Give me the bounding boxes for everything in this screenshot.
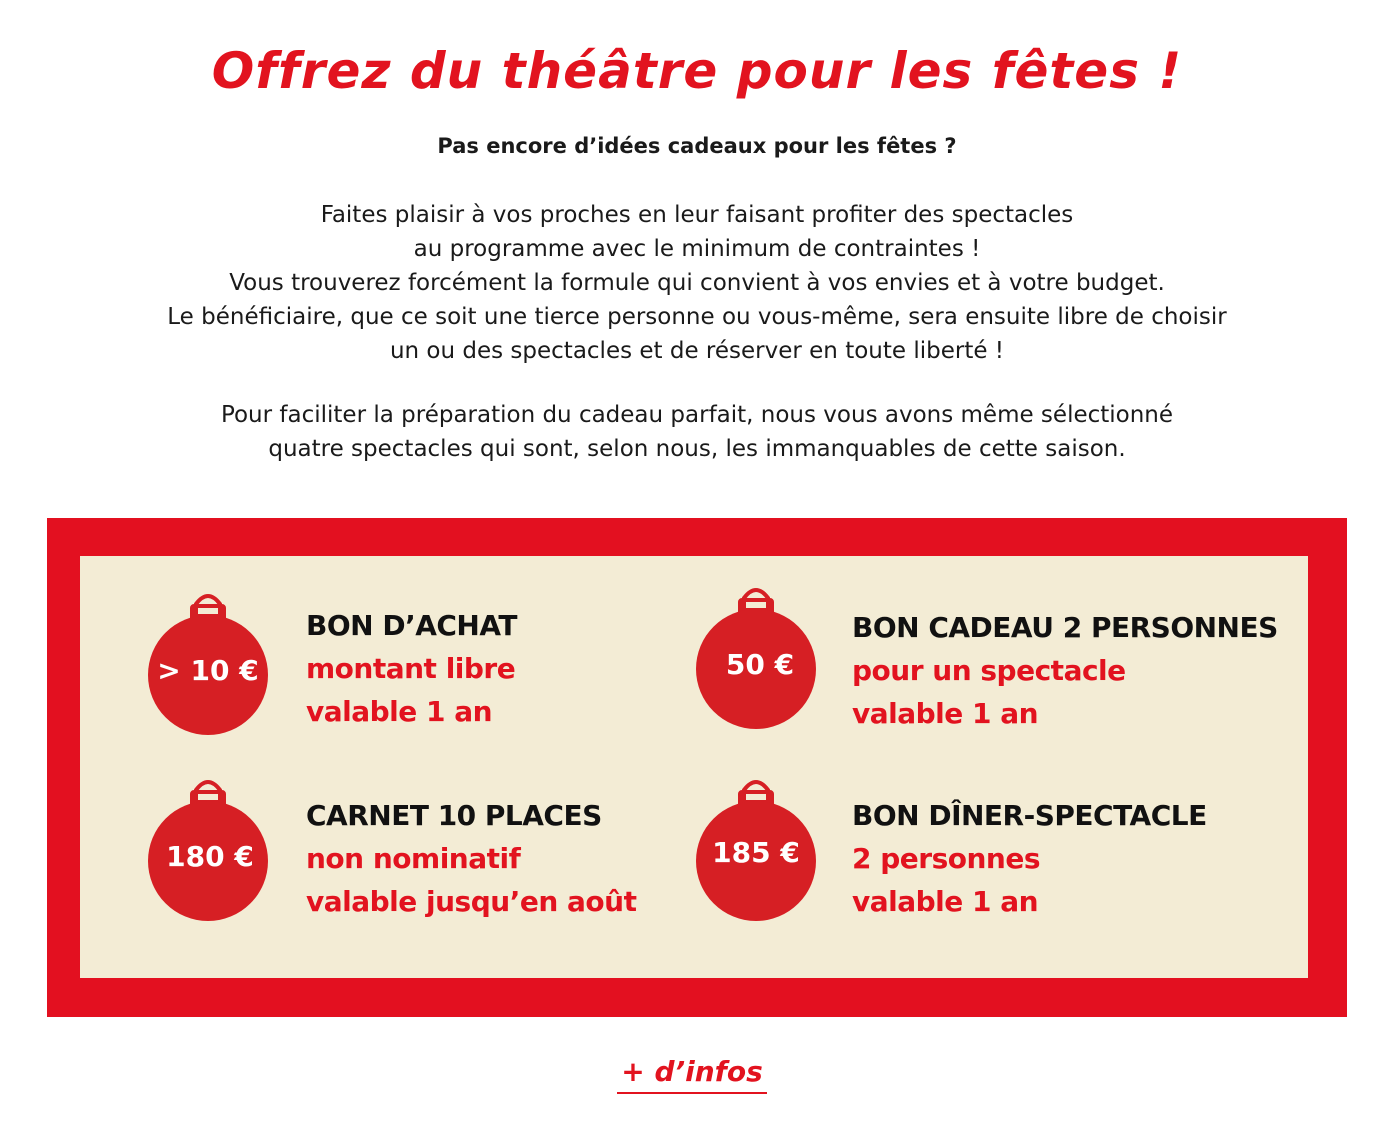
offer-name: CARNET 10 PLACES — [306, 799, 602, 832]
offer-validity: valable 1 an — [852, 885, 1039, 918]
page-title: Offrez du théâtre pour les fêtes ! — [211, 42, 1183, 100]
intro-line: au programme avec le minimum de contraintes ! — [413, 236, 981, 262]
offer-validity: valable jusqu’en août — [306, 885, 637, 918]
christmas-bauble-icon — [694, 578, 818, 728]
offer-price: 50 € — [725, 648, 795, 681]
offer-price: 180 € — [166, 840, 254, 873]
offers-frame — [47, 518, 1347, 1017]
intro-line: un ou des spectacles et de réserver en toute liberté ! — [389, 338, 1005, 364]
offer-detail: montant libre — [306, 652, 516, 685]
intro-paragraph-2 — [0, 398, 1394, 466]
offer-detail: non nominatif — [306, 842, 521, 875]
intro-line: Pour faciliter la préparation du cadeau parfait, nous vous avons même sélectionné — [220, 402, 1174, 428]
offer-detail: 2 personnes — [852, 842, 1040, 875]
offer-description — [306, 604, 517, 733]
christmas-bauble-icon — [146, 770, 270, 920]
offer-description — [852, 794, 1207, 923]
offer-description — [852, 606, 1278, 735]
page-subtitle: Pas encore d’idées cadeaux pour les fêtes ? — [437, 134, 957, 158]
offer-price: > 10 € — [157, 654, 259, 687]
intro-line: Faites plaisir à vos proches en leur faisant profiter des spectacles — [320, 202, 1074, 228]
offer-price: 185 € — [712, 836, 800, 869]
intro-line: Le bénéficiaire, que ce soit une tierce personne ou vous-même, sera ensuite libre de choisir — [167, 304, 1227, 330]
offer-name: BON DÎNER-SPECTACLE — [852, 799, 1207, 832]
intro-paragraph-1 — [0, 198, 1394, 368]
offer-description — [306, 794, 636, 923]
offer-name: BON D’ACHAT — [306, 609, 517, 642]
offer-validity: valable 1 an — [306, 695, 493, 728]
offer-name: BON CADEAU 2 PERSONNES — [852, 611, 1278, 644]
intro-line: quatre spectacles qui sont, selon nous, les immanquables de cette saison. — [268, 436, 1126, 462]
more-info-link[interactable]: + d’infos — [617, 1054, 767, 1094]
offer-validity: valable 1 an — [852, 697, 1039, 730]
offer-detail: pour un spectacle — [852, 654, 1126, 687]
christmas-bauble-icon — [146, 584, 270, 734]
offers-panel — [80, 556, 1308, 978]
intro-line: Vous trouverez forcément la formule qui convient à vos envies et à votre budget. — [229, 270, 1165, 296]
christmas-bauble-icon — [694, 770, 818, 920]
